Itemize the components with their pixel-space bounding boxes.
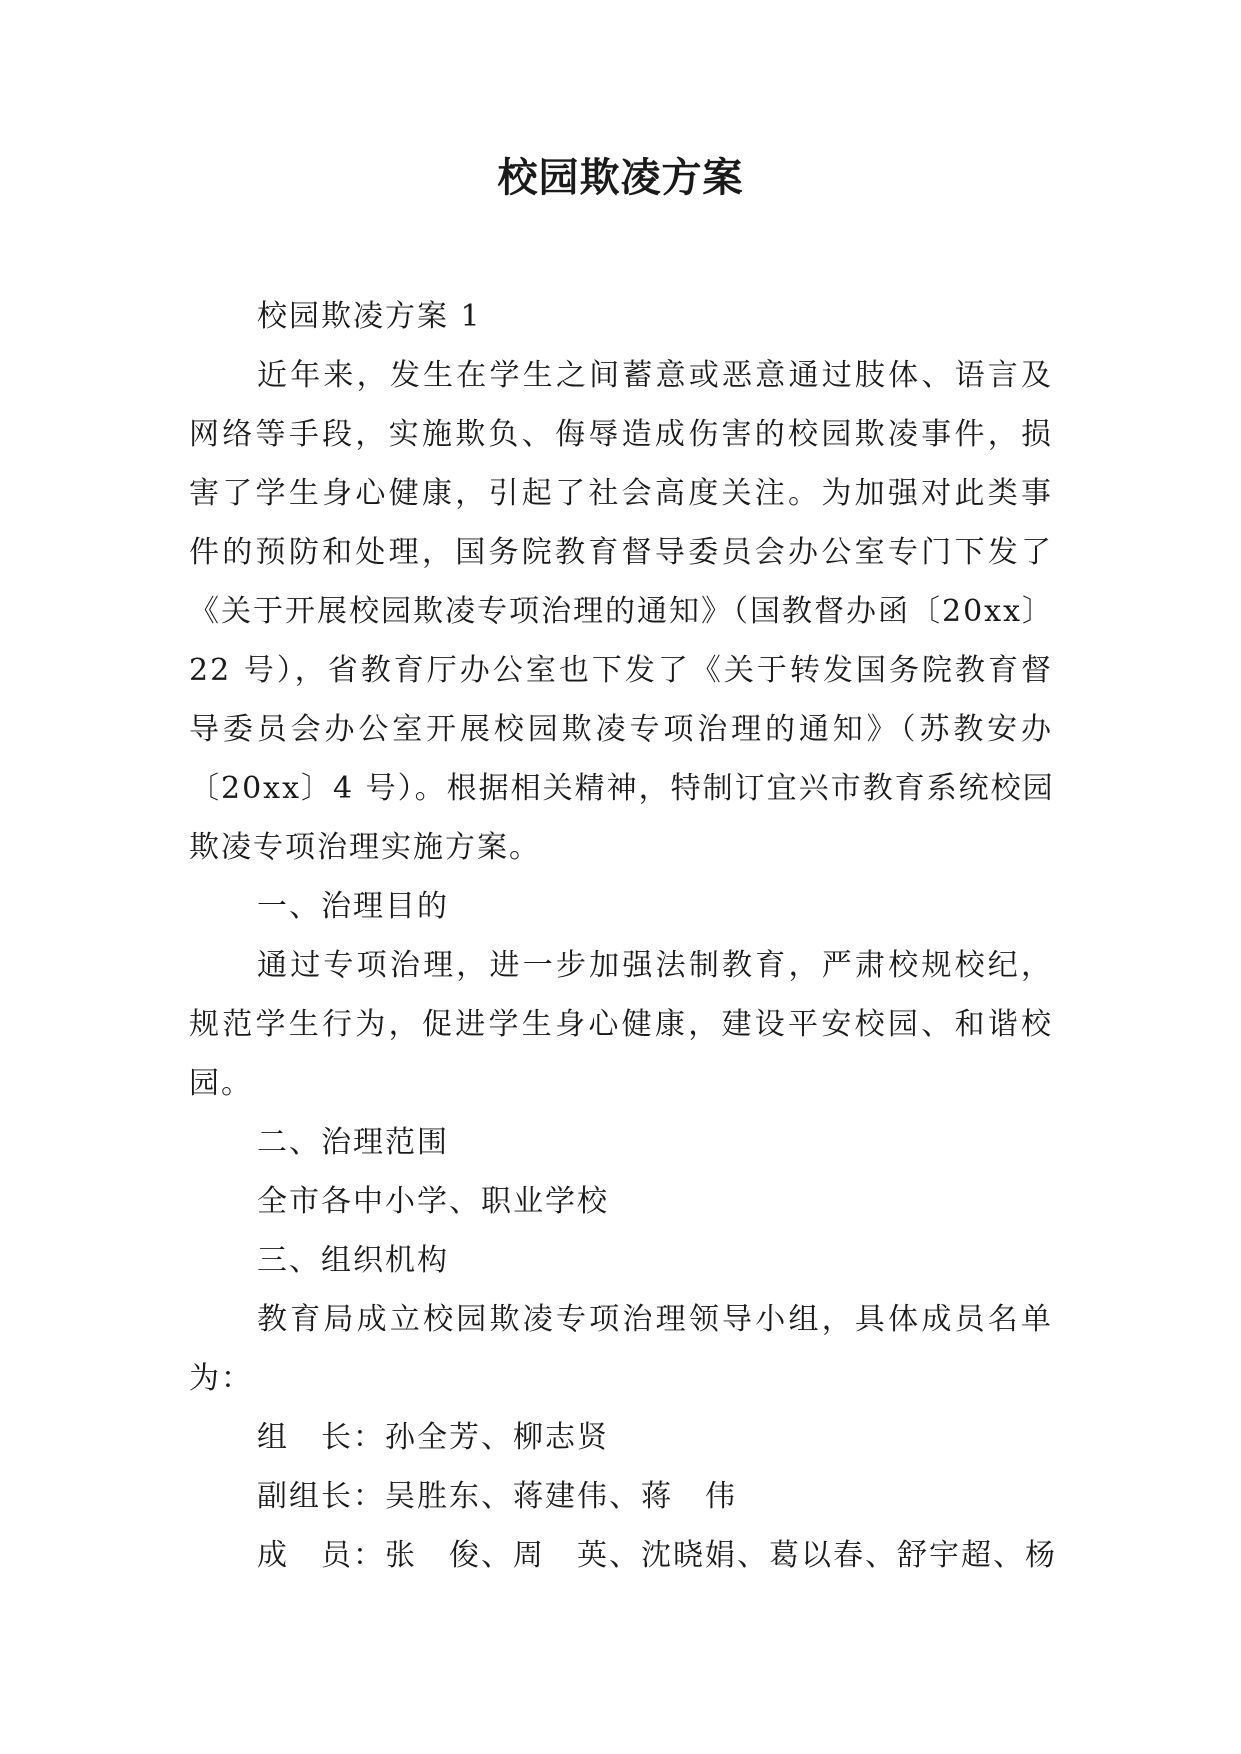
paragraph-line: 校园欺凌方案 1	[257, 299, 482, 334]
paragraph-line: 导委员会办公室开展校园欺凌专项治理的通知》（苏教安办	[189, 712, 1053, 747]
paragraph-line: 三、组织机构	[257, 1243, 449, 1278]
paragraph-line: 成 员：张 俊、周 英、沈晓娟、葛以春、舒宇超、杨	[257, 1538, 1057, 1573]
paragraph-line: 教育局成立校园欺凌专项治理领导小组，具体成员名单	[257, 1302, 1053, 1337]
paragraph-line: 网络等手段，实施欺负、侮辱造成伤害的校园欺凌事件，损	[189, 417, 1053, 452]
paragraph-line: 副组长：吴胜东、蒋建伟、蒋 伟	[257, 1479, 737, 1514]
paragraph-line: 通过专项治理，进一步加强法制教育，严肃校规校纪，	[257, 948, 1053, 983]
paragraph-line: 害了学生身心健康，引起了社会高度关注。为加强对此类事	[189, 476, 1053, 511]
paragraph-line: 组 长：孙全芳、柳志贤	[257, 1420, 609, 1455]
paragraph-line: 为：	[189, 1361, 253, 1396]
paragraph-line: 《关于开展校园欺凌专项治理的通知》（国教督办函〔20xx〕	[189, 594, 1055, 629]
paragraph-line: 二、治理范围	[257, 1125, 449, 1160]
paragraph-line: 园。	[189, 1066, 253, 1101]
paragraph-line: 〔20xx〕4 号）。根据相关精神，特制订宜兴市教育系统校园	[189, 771, 1055, 806]
paragraph-line: 件的预防和处理，国务院教育督导委员会办公室专门下发了	[189, 535, 1053, 570]
paragraph-line: 规范学生行为，促进学生身心健康，建设平安校园、和谐校	[189, 1007, 1053, 1042]
document-body	[189, 287, 1057, 1585]
paragraph-line: 一、治理目的	[257, 889, 449, 924]
paragraph-line: 近年来，发生在学生之间蓄意或恶意通过肢体、语言及	[257, 358, 1053, 393]
paragraph-line: 欺凌专项治理实施方案。	[189, 830, 541, 865]
document-title: 校园欺凌方案	[497, 155, 744, 201]
paragraph-line: 全市各中小学、职业学校	[257, 1184, 609, 1219]
paragraph-line: 22 号），省教育厅办公室也下发了《关于转发国务院教育督	[189, 653, 1053, 688]
